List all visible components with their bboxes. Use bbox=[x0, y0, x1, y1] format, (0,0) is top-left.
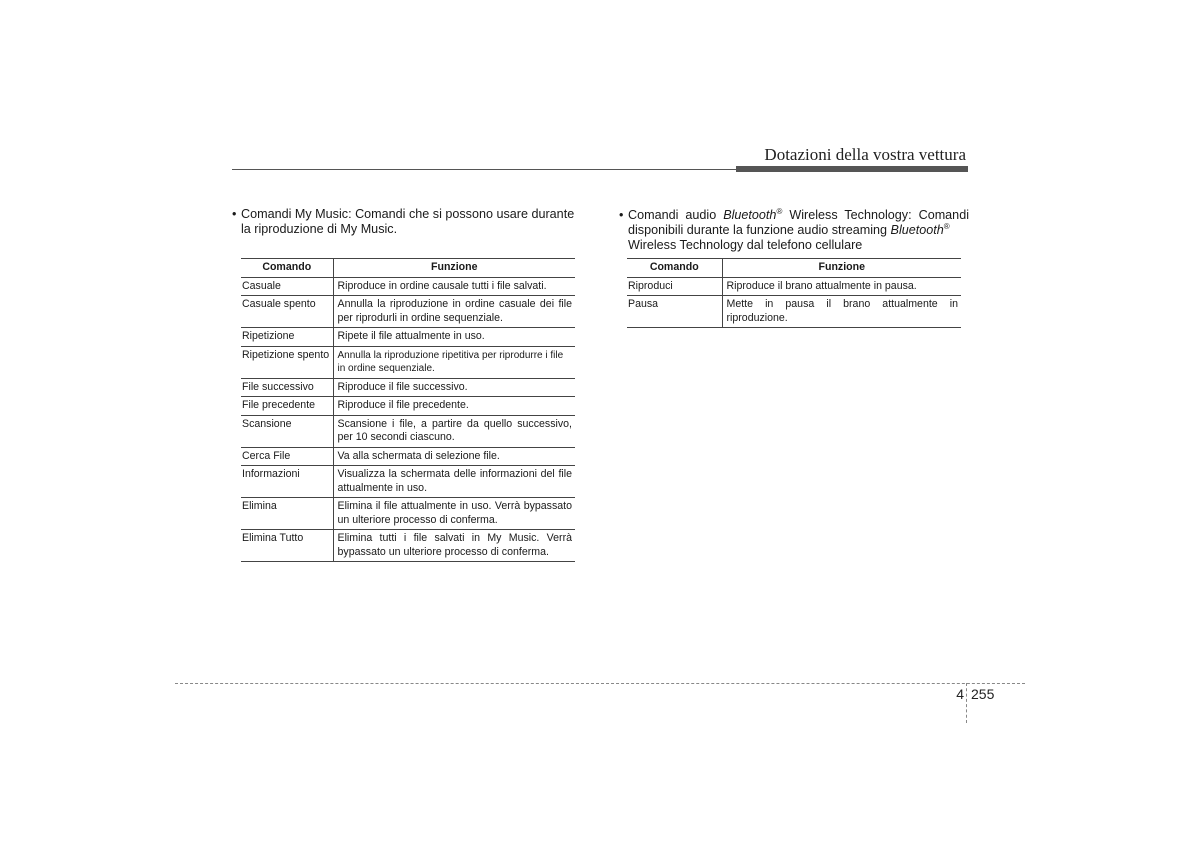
function-cell: Riproduce il brano attualmente in pausa. bbox=[722, 277, 961, 296]
my-music-intro bbox=[232, 207, 580, 237]
function-cell: Riproduce in ordine causale tutti i file salvati. bbox=[333, 277, 575, 296]
command-cell: Elimina Tutto bbox=[241, 530, 333, 562]
bluetooth-intro bbox=[619, 208, 969, 253]
table-row bbox=[627, 277, 961, 296]
table-row bbox=[241, 277, 575, 296]
command-cell: Informazioni bbox=[241, 466, 333, 498]
bullet: • bbox=[619, 208, 624, 222]
command-cell: Scansione bbox=[241, 415, 333, 447]
command-cell: Riproduci bbox=[627, 277, 722, 296]
function-cell: Visualizza la schermata delle informazioni del file attualmente in uso. bbox=[333, 466, 575, 498]
table-row bbox=[241, 397, 575, 416]
column-header-function: Funzione bbox=[722, 259, 961, 278]
command-cell: File successivo bbox=[241, 378, 333, 397]
header-rule bbox=[232, 169, 736, 170]
command-cell: Ripetizione bbox=[241, 328, 333, 347]
bullet: • bbox=[232, 207, 237, 221]
table-header-row bbox=[627, 259, 961, 278]
bluetooth-commands-table bbox=[627, 258, 961, 328]
table-row bbox=[241, 530, 575, 562]
registered-mark: ® bbox=[776, 206, 783, 216]
command-cell: Pausa bbox=[627, 296, 722, 328]
function-cell: Annulla la riproduzione in ordine casuale dei file per riprodurli in ordine sequenziale. bbox=[333, 296, 575, 328]
column-header-command: Comando bbox=[241, 259, 333, 278]
command-cell: Casuale bbox=[241, 277, 333, 296]
table-row bbox=[241, 378, 575, 397]
function-cell: Scansione i file, a partire da quello successivo, per 10 secondi ciascuno. bbox=[333, 415, 575, 447]
table-row bbox=[241, 466, 575, 498]
footer-dashed-rule bbox=[175, 683, 1025, 684]
function-cell: Annulla la riproduzione ripetitiva per riprodurre i file in ordine sequenziale. bbox=[333, 346, 575, 378]
function-cell: Mette in pausa il brano attualmente in riproduzione. bbox=[722, 296, 961, 328]
command-cell: Ripetizione spento bbox=[241, 346, 333, 378]
intro-part-2: Wireless Technology: Comandi disponibili durante la funzione audio streaming bbox=[628, 208, 969, 237]
table-row bbox=[241, 296, 575, 328]
table-header-row bbox=[241, 259, 575, 278]
column-header-command: Comando bbox=[627, 259, 722, 278]
intro-text: Comandi My Music: Comandi che si possono usare durante la riproduzione di My Music. bbox=[241, 207, 575, 236]
page-header-title: Dotazioni della vostra vettura bbox=[764, 145, 966, 164]
table-row bbox=[241, 346, 575, 378]
page-number: 255 bbox=[971, 686, 995, 702]
function-cell: Riproduce il file successivo. bbox=[333, 378, 575, 397]
table-row bbox=[241, 328, 575, 347]
page-number-separator bbox=[966, 683, 967, 723]
intro-part-3: Wireless Technology dal telefono cellulare bbox=[628, 238, 863, 252]
registered-mark: ® bbox=[943, 221, 950, 231]
table-row bbox=[627, 296, 961, 328]
command-cell: Cerca File bbox=[241, 447, 333, 466]
function-cell: Ripete il file attualmente in uso. bbox=[333, 328, 575, 347]
column-header-function: Funzione bbox=[333, 259, 575, 278]
header-rule-bar bbox=[736, 166, 968, 172]
intro-part-1: Comandi audio bbox=[628, 208, 724, 222]
command-cell: Elimina bbox=[241, 498, 333, 530]
table-row bbox=[241, 498, 575, 530]
my-music-commands-table bbox=[241, 258, 575, 562]
command-cell: File precedente bbox=[241, 397, 333, 416]
function-cell: Elimina il file attualmente in uso. Verrà bypassato un ulteriore processo di conferma. bbox=[333, 498, 575, 530]
intro-text bbox=[619, 208, 969, 253]
function-cell: Va alla schermata di selezione file. bbox=[333, 447, 575, 466]
table-row bbox=[241, 415, 575, 447]
table-row bbox=[241, 447, 575, 466]
function-cell: Elimina tutti i file salvati in My Music. Verrà bypassato un ulteriore processo di conferma. bbox=[333, 530, 575, 562]
command-cell: Casuale spento bbox=[241, 296, 333, 328]
bluetooth-brand: Bluetooth bbox=[890, 223, 944, 237]
function-cell: Riproduce il file precedente. bbox=[333, 397, 575, 416]
bluetooth-brand: Bluetooth bbox=[723, 208, 777, 222]
chapter-number: 4 bbox=[956, 686, 964, 702]
